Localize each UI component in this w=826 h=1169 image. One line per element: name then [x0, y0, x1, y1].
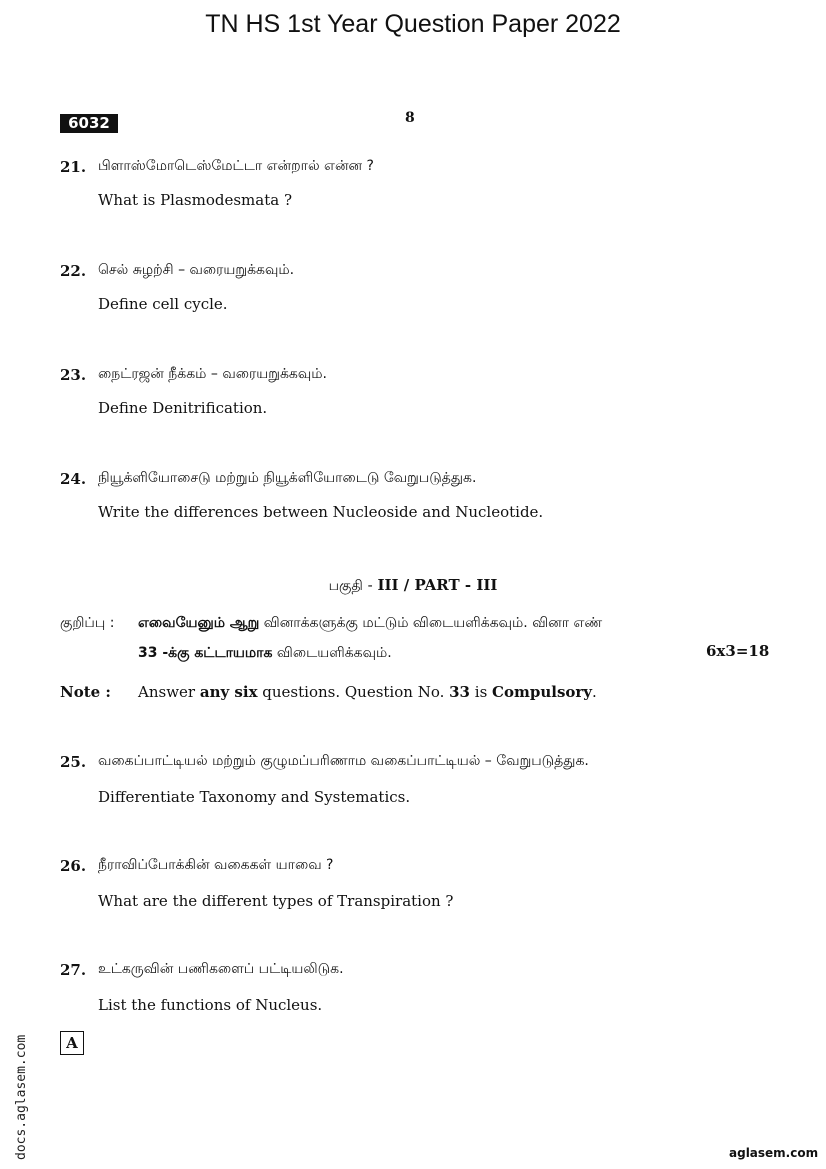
- marks-allocation: 6x3=18: [706, 642, 770, 660]
- part-heading-separator: -: [362, 576, 378, 594]
- question-english: Differentiate Taxonomy and Systematics.: [98, 788, 411, 806]
- page-number: 8: [405, 110, 415, 126]
- note-tamil-text: வினாக்களுக்கு மட்டும் விடையளிக்கவும். வினா எண்: [259, 615, 603, 631]
- question-english: List the functions of Nucleus.: [98, 996, 323, 1014]
- question-tamil: பிளாஸ்மோடெஸ்மேட்டா என்றால் என்ன ?: [98, 158, 374, 174]
- question-tamil: நியூக்ளியோசைடு மற்றும் நியூக்ளியோடைடு வேறுபடுத்துக.: [98, 470, 477, 486]
- note-emphasis: Compulsory: [492, 683, 593, 701]
- side-watermark: docs.aglasem.com: [14, 1034, 29, 1160]
- note-text: .: [592, 683, 597, 701]
- note-label-english: Note :: [60, 683, 111, 701]
- note-text: is: [470, 683, 493, 701]
- question-english: Define Denitrification.: [98, 399, 268, 417]
- note-tamil-text: விடையளிக்கவும்.: [272, 645, 392, 661]
- question-number: 25.: [60, 753, 87, 771]
- note-tamil-line1: [138, 615, 602, 633]
- question-tamil: நைட்ரஜன் நீக்கம் – வரையறுக்கவும்.: [98, 366, 327, 382]
- question-number: 24.: [60, 470, 87, 488]
- question-tamil: வகைப்பாட்டியல் மற்றும் குழுமப்பரிணாம வகைப்பாட்டியல் – வேறுபடுத்துக.: [98, 753, 589, 769]
- note-english: [138, 683, 597, 701]
- note-label-tamil: குறிப்பு :: [60, 615, 115, 631]
- question-tamil: உட்கருவின் பணிகளைப் பட்டியலிடுக.: [98, 961, 344, 977]
- question-english: What are the different types of Transpiration ?: [98, 892, 454, 910]
- question-number: 22.: [60, 262, 87, 280]
- question-number: 26.: [60, 857, 87, 875]
- note-tamil-emphasis: எவையேனும் ஆறு: [138, 615, 260, 631]
- note-tamil-emphasis: 33 -க்கு கட்டாயமாக: [138, 645, 273, 661]
- question-tamil: செல் சுழற்சி – வரையறுக்கவும்.: [98, 262, 295, 278]
- paper-code-badge: 6032: [60, 114, 118, 133]
- part-heading: [0, 576, 826, 596]
- question-english: Write the differences between Nucleoside and Nucleotide.: [98, 503, 544, 521]
- part-heading-roman: III / PART - III: [377, 576, 498, 594]
- booklet-letter-box: A: [60, 1031, 84, 1055]
- note-text: questions. Question No.: [257, 683, 450, 701]
- part-heading-tamil: பகுதி: [328, 578, 363, 594]
- question-tamil: நீராவிப்போக்கின் வகைகள் யாவை ?: [98, 857, 334, 873]
- question-english: What is Plasmodesmata ?: [98, 191, 292, 209]
- note-text: Answer: [138, 683, 200, 701]
- footer-site-name: aglasem.com: [729, 1146, 819, 1160]
- page-title: TN HS 1st Year Question Paper 2022: [205, 10, 621, 38]
- question-number: 27.: [60, 961, 87, 979]
- question-number: 21.: [60, 158, 87, 176]
- note-emphasis: any six: [199, 683, 258, 701]
- question-english: Define cell cycle.: [98, 295, 228, 313]
- question-number: 23.: [60, 366, 87, 384]
- note-tamil-line2: [138, 645, 392, 663]
- note-emphasis: 33: [449, 683, 470, 701]
